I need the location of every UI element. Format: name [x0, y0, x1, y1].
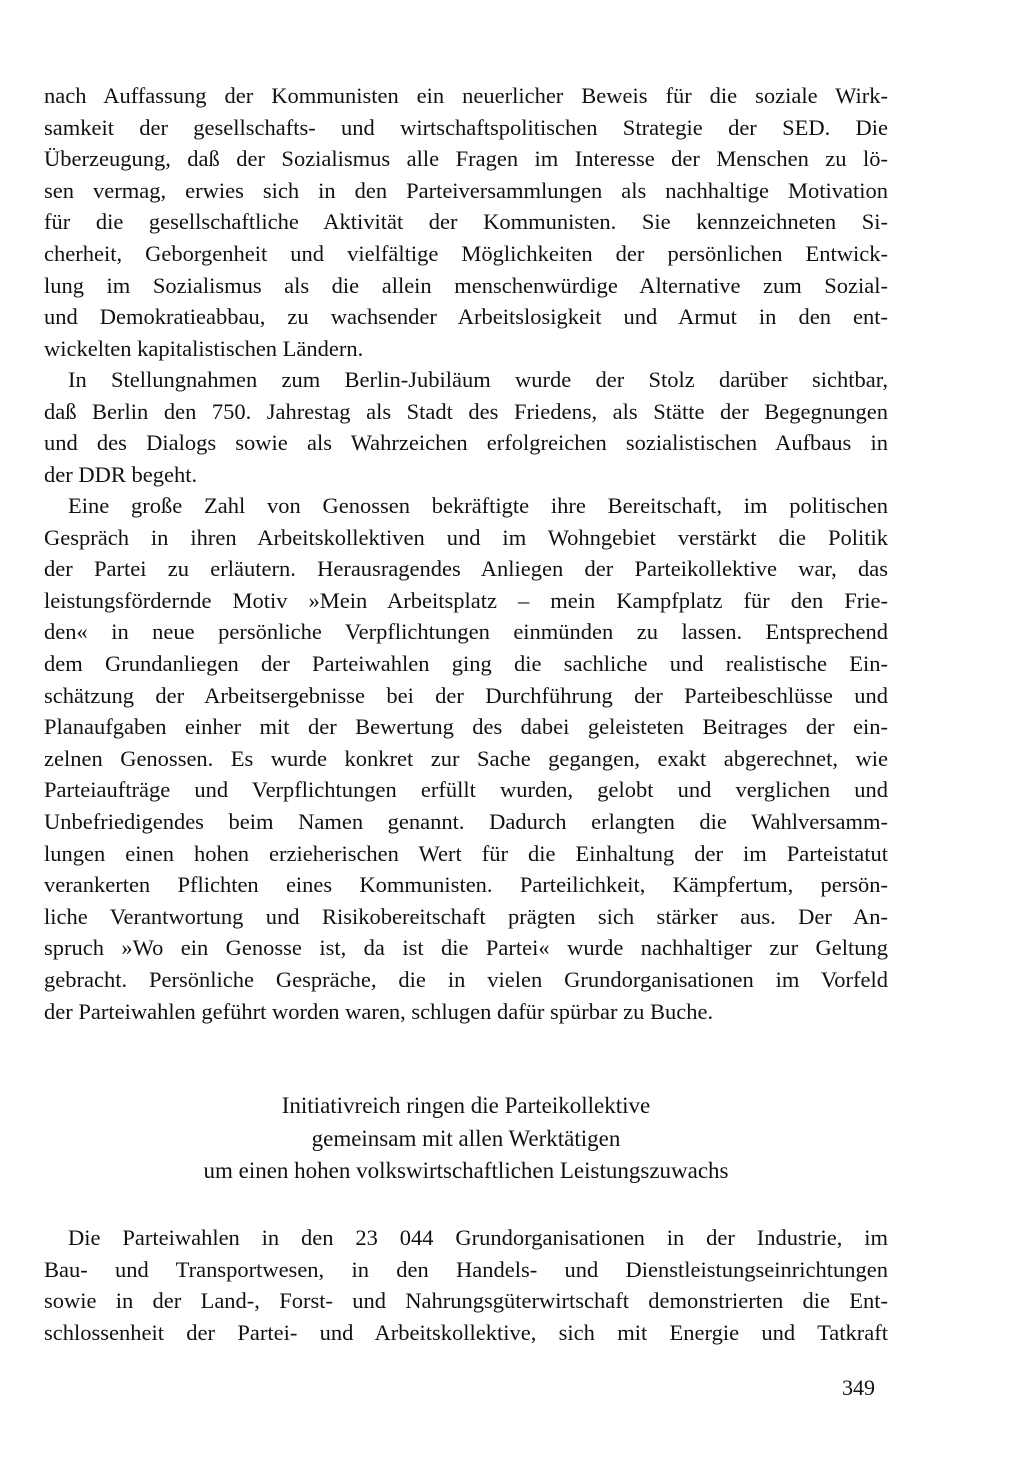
text-line: Parteiaufträge und Verpflichtungen erfüllt wurden, gelobt und verglichen und — [44, 777, 888, 803]
text-line: daß Berlin den 750. Jahrestag als Stadt des Friedens, als Stätte der Begegnungen — [44, 398, 888, 424]
text-line: lung im Sozialismus als die allein menschenwürdige Alternative zum Sozial- — [44, 272, 888, 298]
text-line: spruch »Wo ein Genosse ist, da ist die Partei« wurde nachhaltiger zur Geltung — [44, 935, 888, 961]
text-line: Unbefriedigendes beim Namen genannt. Dadurch erlangten die Wahlversamm- — [44, 808, 888, 834]
text-line: leistungsfördernde Motiv »Mein Arbeitsplatz – mein Kampfplatz für den Frie- — [44, 587, 888, 613]
paragraph-3 — [44, 490, 888, 1027]
text-line: cherheit, Geborgenheit und vielfältige Möglichkeiten der persönlichen Entwick- — [44, 240, 888, 266]
heading-line: um einen hohen volkswirtschaftlichen Leistungszuwachs — [203, 1158, 729, 1183]
text-line: lungen einen hohen erzieherischen Wert für die Einhaltung der im Parteistatut — [44, 840, 888, 866]
text-line: sowie in der Land-, Forst- und Nahrungsgüterwirtschaft demonstrierten die Ent- — [44, 1288, 888, 1314]
text-line: der Parteiwahlen geführt worden waren, schlugen dafür spürbar zu Buche. — [44, 998, 714, 1024]
text-line: nach Auffassung der Kommunisten ein neuerlicher Beweis für die soziale Wirk- — [44, 83, 888, 108]
text-line: und des Dialogs sowie als Wahrzeichen erfolgreichen sozialistischen Aufbaus in — [44, 430, 888, 456]
paragraph-1 — [44, 80, 888, 364]
text-line: samkeit der gesellschafts- und wirtschaftspolitischen Strategie der SED. Die — [44, 114, 888, 140]
text-line: und Demokratieabbau, zu wachsender Arbeitslosigkeit und Armut in den ent- — [44, 304, 888, 330]
text-line: schlossenheit der Partei- und Arbeitskollektive, sich mit Energie und Tatkraft — [44, 1319, 888, 1345]
text-line: Gespräch in ihren Arbeitskollektiven und im Wohngebiet verstärkt die Politik — [44, 524, 888, 550]
text-line: In Stellungnahmen zum Berlin-Jubiläum wurde der Stolz darüber sichtbar, — [68, 367, 888, 392]
text-line: verankerten Pflichten eines Kommunisten. Parteilichkeit, Kämpfertum, persön- — [44, 872, 888, 898]
text-line: der DDR begeht. — [44, 461, 198, 487]
text-line: den« in neue persönliche Verpflichtungen einmünden zu lassen. Entsprechend — [44, 619, 888, 645]
text-line: Eine große Zahl von Genossen bekräftigte ihre Bereitschaft, im politischen — [68, 493, 888, 518]
text-line: schätzung der Arbeitsergebnisse bei der Durchführung der Parteibeschlüsse und — [44, 682, 888, 708]
text-line: für die gesellschaftliche Aktivität der Kommunisten. Sie kennzeichneten Si- — [44, 209, 888, 235]
paragraph-4 — [44, 1222, 888, 1348]
text-line: wickelten kapitalistischen Ländern. — [44, 335, 364, 361]
text-line: Überzeugung, daß der Sozialismus alle Fragen im Interesse der Menschen zu lö- — [44, 146, 888, 172]
page-number: 349 — [842, 1375, 875, 1400]
heading-line: Initiativreich ringen die Parteikollektive — [281, 1093, 651, 1118]
section-heading — [44, 1090, 888, 1188]
text-line: Planaufgaben einher mit der Bewertung des dabei geleisteten Beitrages der ein- — [44, 714, 888, 740]
text-line: der Partei zu erläutern. Herausragendes Anliegen der Parteikollektive war, das — [44, 556, 888, 582]
paragraph-2 — [44, 364, 888, 490]
text-line: zelnen Genossen. Es wurde konkret zur Sache gegangen, exakt abgerechnet, wie — [44, 745, 888, 771]
text-line: dem Grundanliegen der Parteiwahlen ging die sachliche und realistische Ein- — [44, 650, 888, 676]
text-line: gebracht. Persönliche Gespräche, die in vielen Grundorganisationen im Vorfeld — [44, 966, 888, 992]
text-line: Die Parteiwahlen in den 23 044 Grundorganisationen in der Industrie, im — [68, 1225, 888, 1250]
text-line: sen vermag, erwies sich in den Parteiversammlungen als nachhaltige Motivation — [44, 177, 888, 203]
heading-line: gemeinsam mit allen Werktätigen — [311, 1125, 621, 1151]
text-line: liche Verantwortung und Risikobereitschaft prägten sich stärker aus. Der An- — [44, 903, 888, 929]
text-line: Bau- und Transportwesen, in den Handels- und Dienstleistungseinrichtungen — [44, 1256, 888, 1282]
